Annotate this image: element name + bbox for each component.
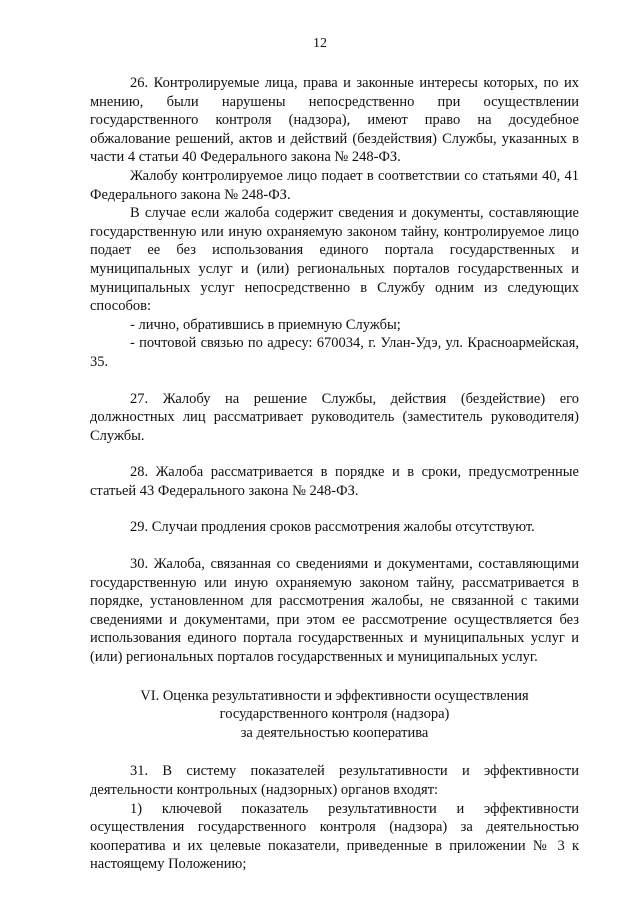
section-heading-line-1: VI. Оценка результативности и эффективности осуществления	[140, 687, 529, 704]
paragraph-30: 30. Жалоба, связанная со сведениями и документами, составляющими государственную или иную охраняемую законом тайну, рассматривается в порядке, установленном для рассмотрения жалобы, не связанной с такими сведениями и документами, при этом ее рассмотрение осуществляется без использования единого портала государственных и муниципальных услуг и (или) региональных порталов государственных и муниципальных услуг.	[90, 556, 579, 666]
paragraph-27: 27. Жалобу на решение Службы, действия (бездействие) его должностных лиц рассматривает руководитель (заместитель руководителя) Службы.	[90, 390, 579, 444]
paragraph-28: 28. Жалоба рассматривается в порядке и в сроки, предусмотренные статьей 43 Федерального закона № 248-ФЗ.	[90, 464, 579, 499]
section-heading-line-2: государственного контроля (надзора)	[219, 706, 450, 723]
paragraph-31: 31. В систему показателей результативности и эффективности деятельности контрольных (надзорных) органов входят:	[90, 763, 579, 798]
paragraph-secret-info: В случае если жалоба содержит сведения и документы, составляющие государственную или иную охраняемую законом тайну, контролируемое лицо подает ее без использования единого портала государственных и муниципальных услуг и (или) региональных порталов государственных и муниципальных услуг непосредственно в Службу одним из следующих способов:	[90, 205, 579, 315]
list-item-in-person: - лично, обратившись в приемную Службы;	[130, 316, 401, 333]
paragraph-complaint-filing: Жалобу контролируемое лицо подает в соответствии со статьями 40, 41 Федерального закона № 248-ФЗ.	[90, 167, 579, 203]
section-heading	[90, 687, 579, 743]
list-item-postal: - почтовой связью по адресу: 670034, г. Улан-Удэ, ул. Красноармейская, 35.	[90, 335, 579, 370]
paragraph-29: 29. Случаи продления сроков рассмотрения жалобы отсутствуют.	[130, 519, 535, 536]
document-body	[90, 74, 579, 874]
list-item-key-indicator: 1) ключевой показатель результативности и эффективности осуществления государственного контроля (надзора) за деятельностью кооператива и их целевые показатели, приведенные в приложении № 3 к настоящему Положению;	[90, 800, 579, 873]
paragraph-26: 26. Контролируемые лица, права и законные интересы которых, по их мнению, были нарушены непосредственно при осуществлении государственного контроля (надзора), имеют право на досудебное обжалование решений, актов и действий (бездействия) Службы, указанных в части 4 статьи 40 Федерального закона № 248-ФЗ.	[90, 75, 579, 166]
section-heading-line-3: за деятельностью кооператива	[240, 724, 429, 741]
page-number: 12	[313, 36, 327, 51]
